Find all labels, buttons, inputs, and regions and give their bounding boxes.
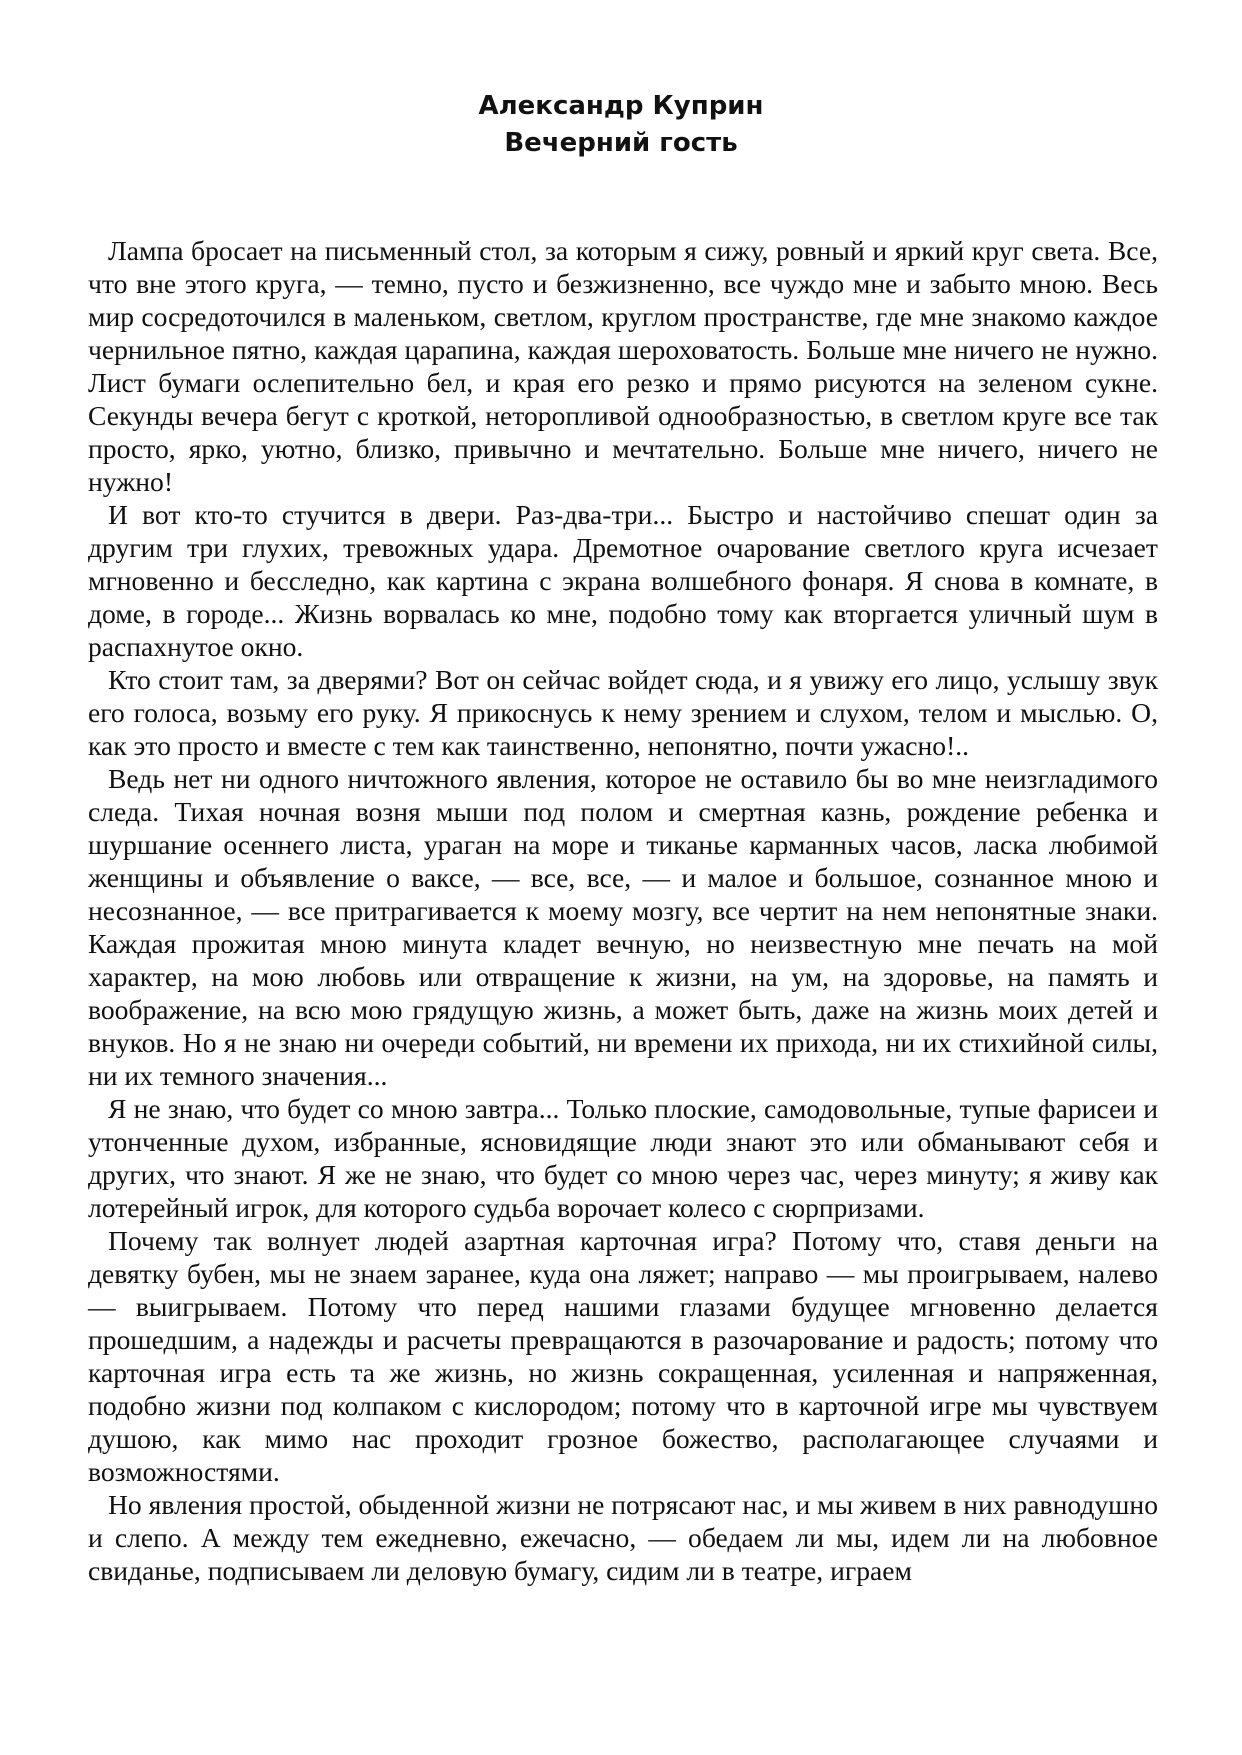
paragraph: Ведь нет ни одного ничтожного явления, которое не оставило бы во мне неизгладимого следа. Тихая ночная возня мыши под полом и смертная казнь, рождение ребенка и шуршание осеннего листа, ураган на море и тиканье карманных часов, ласка любимой женщины и объявление о ваксе, — все, все, — и малое и большое, сознанное мною и несознанное, — все притрагивается к моему мозгу, все чертит на нем непонятные знаки. Каждая прожитая мною минута кладет вечную, но неизвестную мне печать на мой характер, на мою любовь или отвращение к жизни, на ум, на здоровье, на память и воображение, на всю мою грядущую жизнь, а может быть, даже на жизнь моих детей и внуков. Но я не знаю ни очереди событий, ни времени их прихода, ни их стихийной силы, ни их темного значения... <box>88 763 1158 1091</box>
author-name: Александр Куприн <box>478 91 764 121</box>
paragraph: И вот кто-то стучится в двери. Раз-два-три... Быстро и настойчиво спешат один за другим три глухих, тревожных удара. Дремотное очарование светлого круга исчезает мгновенно и бесследно, как картина с экрана волшебного фонаря. Я снова в комнате, в доме, в городе... Жизнь ворвалась ко мне, подобно тому как вторгается уличный шум в распахнутое окно. <box>88 499 1158 662</box>
paragraph: Почему так волнует людей азартная карточная игра? Потому что, ставя деньги на девятку бубен, мы не знаем заранее, куда она ляжет; направо — мы проигрываем, налево — выигрываем. Потому что перед нашими глазами будущее мгновенно делается прошедшим, а надежды и расчеты превращаются в разочарование и радость; потому что карточная игра есть та же жизнь, но жизнь сокращенная, усиленная и напряженная, подобно жизни под колпаком с кислородом; потому что в карточной игре мы чувствуем душою, как мимо нас проходит грозное божество, располагающее случаями и возможностями. <box>88 1225 1158 1487</box>
paragraph: Кто стоит там, за дверями? Вот он сейчас войдет сюда, и я увижу его лицо, услышу звук его голоса, возьму его руку. Я прикоснусь к нему зрением и слухом, телом и мыслью. О, как это просто и вместе с тем как таинственно, непонятно, почти ужасно!.. <box>88 664 1158 761</box>
paragraph: Но явления простой, обыденной жизни не потрясают нас, и мы живем в них равнодушно и слепо. А между тем ежедневно, ежечасно, — обедаем ли мы, идем ли на любовное свиданье, подписываем ли деловую бумагу, сидим ли в театре, играем <box>88 1489 1158 1586</box>
paragraph: Я не знаю, что будет со мною завтра... Только плоские, самодовольные, тупые фарисеи и утонченные духом, избранные, ясновидящие люди знают это или обманывают себя и других, что знают. Я же не знаю, что будет со мною через час, через минуту; я живу как лотерейный игрок, для которого судьба ворочает колесо с сюрпризами. <box>88 1093 1158 1223</box>
story-text <box>88 234 1158 1587</box>
story-title: Вечерний гость <box>504 128 738 158</box>
paragraph: Лампа бросает на письменный стол, за которым я сижу, ровный и яркий круг света. Все, что вне этого круга, — темно, пусто и безжизненно, все чуждо мне и забыто мною. Весь мир сосредоточился в маленьком, светлом, круглом пространстве, где мне знакомо каждое чернильное пятно, каждая царапина, каждая шероховатость. Больше мне ничего не нужно. Лист бумаги ослепительно бел, и края его резко и прямо рисуются на зеленом сукне. Секунды вечера бегут с кроткой, неторопливой однообразностью, в светлом круге все так просто, ярко, уютно, близко, привычно и мечтательно. Больше мне ничего, ничего не нужно! <box>88 235 1158 497</box>
title-block <box>0 88 1242 162</box>
